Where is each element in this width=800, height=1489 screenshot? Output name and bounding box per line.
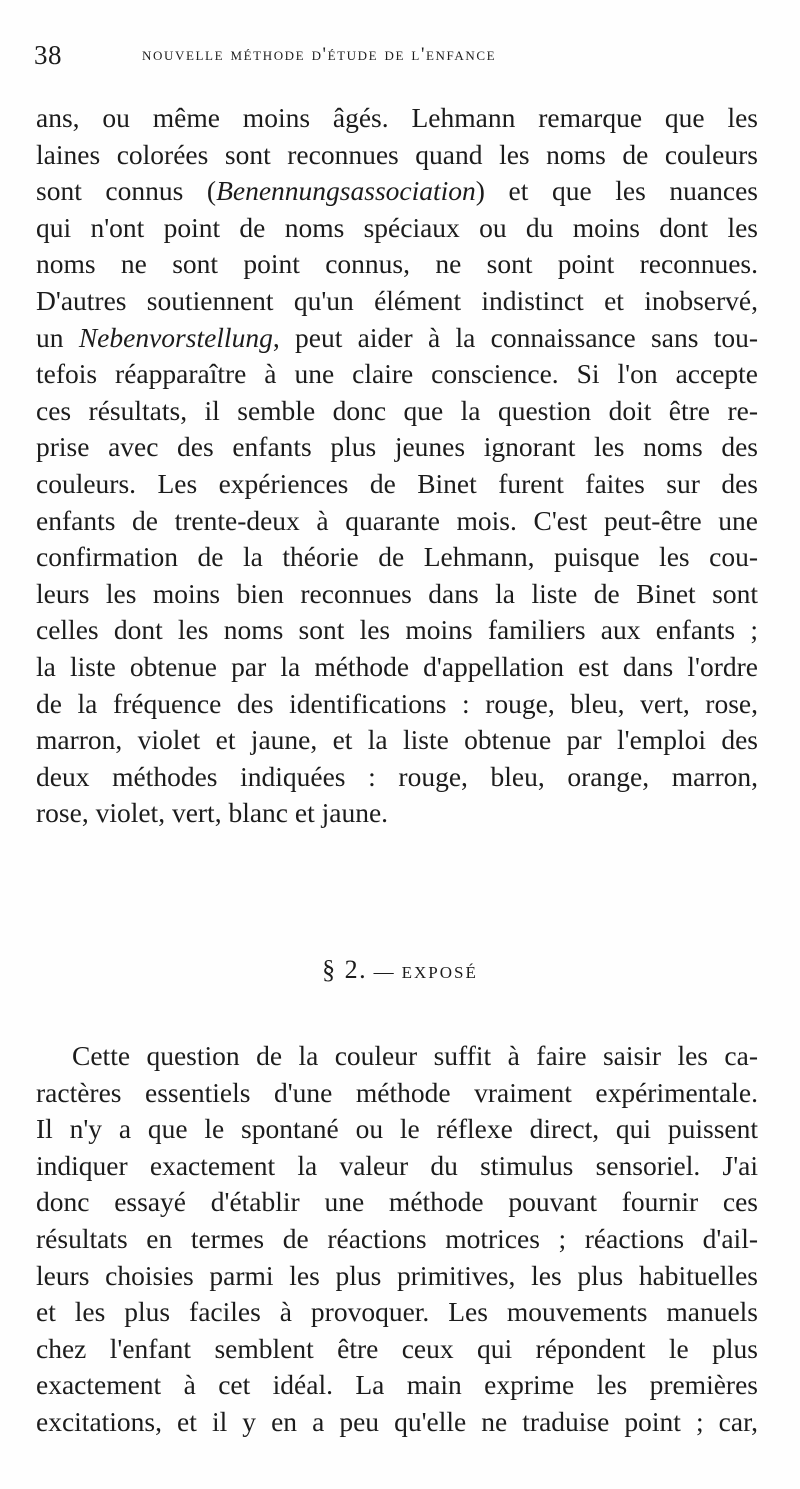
text-line: et les plus faciles à provoquer. Les mouvements manuels (36, 1296, 758, 1328)
text-line: résultats en termes de réactions motrices ; réactions d'ail- (36, 1222, 758, 1254)
text-line: couleurs. Les expériences de Binet furent faites sur des (36, 467, 758, 499)
page-number: 38 (34, 40, 62, 70)
text-run: un (36, 321, 79, 353)
text-line: Cette question de la couleur suffit à faire saisir les ca- (72, 1040, 758, 1071)
text-line: Il n'y a que le spontané ou le réflexe direct, qui puissent (36, 1113, 758, 1145)
text-line: prise avec des enfants plus jeunes ignorant les noms des (36, 431, 758, 463)
text-line: enfants de trente-deux à quarante mois. C'est peut-être une (36, 504, 758, 536)
italic-term: Benennungsassociation (216, 175, 476, 207)
italic-term: Nebenvorstellung (78, 321, 273, 353)
text-line: ans, ou même moins âgés. Lehmann remarque que les (36, 102, 758, 133)
text-line: exactement à cet idéal. La main exprime les premières (36, 1369, 758, 1401)
text-line: tefois réapparaître à une claire conscience. Si l'on accepte (36, 358, 758, 390)
text-line: la liste obtenue par la méthode d'appellation est dans l'ordre (36, 650, 758, 682)
text-run: sont connus ( (36, 175, 217, 207)
text-line: deux méthodes indiquées : rouge, bleu, orange, marron, (36, 760, 758, 792)
text-line: donc essayé d'établir une méthode pouvant fournir ces (36, 1186, 758, 1218)
text-line: celles dont les noms sont les moins familiers aux enfants ; (36, 614, 758, 646)
text-line: chez l'enfant semblent être ceux qui répondent le plus (36, 1332, 758, 1364)
text-line: de la fréquence des identifications : rouge, bleu, vert, rose, (36, 687, 758, 719)
text-line: marron, violet et jaune, et la liste obtenue par l'emploi des (36, 724, 758, 756)
paragraph-1 (36, 100, 758, 832)
section-heading (0, 955, 800, 985)
page-header (34, 38, 774, 74)
text-line (36, 173, 758, 210)
paragraph-2 (36, 1038, 758, 1441)
text-line (36, 320, 758, 357)
text-line: leurs les moins bien reconnues dans la liste de Binet sont (36, 577, 758, 609)
text-line: noms ne sont point connus, ne sont point reconnues. (36, 248, 758, 280)
text-line: excitations, et il y en a peu qu'elle ne traduise point ; car, (36, 1405, 758, 1437)
text-line: qui n'ont point de noms spéciaux ou du moins dont les (36, 211, 758, 243)
section-dash: — (373, 961, 396, 983)
text-run: , peut aider à la connaissance sans tou- (272, 321, 759, 353)
text-line: D'autres soutiennent qu'un élément indistinct et inobservé, (36, 284, 758, 316)
text-line: ractères essentiels d'une méthode vraiment expérimentale. (36, 1076, 758, 1108)
text-line: ces résultats, il semble donc que la question doit être re- (36, 394, 758, 426)
section-number: § 2. (322, 955, 368, 984)
text-line: indiquer exactement la valeur du stimulus sensoriel. J'ai (36, 1149, 758, 1181)
text-line: laines colorées sont reconnues quand les noms de couleurs (36, 138, 758, 170)
section-title: EXPOSÉ (401, 963, 478, 982)
text-run: ) et que les nuances (475, 175, 758, 207)
text-line: rose, violet, vert, blanc et jaune. (36, 797, 389, 829)
text-line: leurs choisies parmi les plus primitives, les plus habituelles (36, 1259, 758, 1291)
running-title: nouvelle méthode d'étude de l'enfance (142, 44, 497, 65)
text-line: confirmation de la théorie de Lehmann, puisque les cou- (36, 541, 758, 573)
